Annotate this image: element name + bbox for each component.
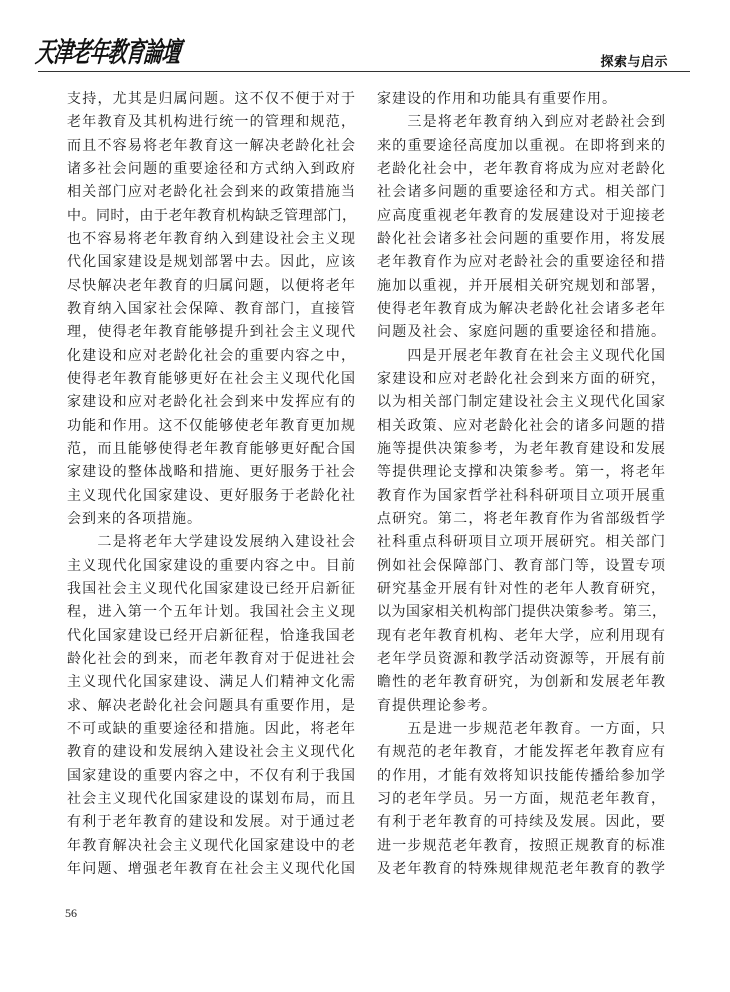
text-line: 现有老年教育机构、老年大学，应利用现有 [377, 627, 666, 644]
text-line: 范，而且能够使得老年教育能够更好配合国 [67, 440, 356, 457]
text-line: 的作用，才能有效将知识技能传播给参加学 [377, 767, 666, 784]
text-line: 施加以重视，并开展相关研究规划和部署， [377, 277, 666, 294]
text-line: 有利于老年教育的建设和发展。对于通过老 [67, 814, 356, 831]
text-line: 社会主义现代化国家建设的谋划布局，而且 [67, 790, 356, 807]
right-column [377, 88, 666, 881]
text-line: 而且不容易将老年教育这一解决老龄化社会 [67, 137, 356, 154]
text-line: 中。同时，由于老年教育机构缺乏管理部门， [67, 207, 356, 224]
text-line: 以为国家相关机构部门提供决策参考。第三， [377, 604, 666, 621]
text-line: 老龄化社会中，老年教育将成为应对老龄化 [377, 160, 666, 177]
text-line: 相关政策、应对老龄化社会的诸多问题的措 [377, 417, 666, 434]
text-line: 化建设和应对老龄化社会的重要内容之中， [67, 347, 356, 364]
text-line: 代化国家建设已经开启新征程，恰逢我国老 [67, 627, 356, 644]
text-line: 相关部门应对老龄化社会到来的政策措施当 [67, 184, 356, 201]
text-line: 年问题、增强老年教育在社会主义现代化国 [67, 860, 356, 877]
text-line: 教育作为国家哲学社科科研项目立项开展重 [377, 487, 666, 504]
text-line: 习的老年学员。另一方面，规范老年教育， [377, 790, 666, 807]
text-line: 家建设和应对老龄化社会到来方面的研究， [377, 370, 666, 387]
text-line: 育提供理论参考。 [377, 697, 497, 714]
text-line: 理，使得老年教育能够提升到社会主义现代 [67, 324, 356, 341]
text-line: 教育纳入国家社会保障、教育部门，直接管 [67, 300, 356, 317]
text-line: 以为相关部门制定建设社会主义现代化国家 [377, 394, 666, 411]
text-line: 施等提供决策参考，为老年教育建设和发展 [377, 440, 666, 457]
text-line: 尽快解决老年教育的归属问题，以便将老年 [67, 277, 356, 294]
text-line: 不可或缺的重要途径和措施。因此，将老年 [67, 720, 356, 737]
text-line: 老年学员资源和教学活动资源等，开展有前 [377, 650, 666, 667]
text-line: 程，进入第一个五年计划。我国社会主义现 [67, 604, 356, 621]
text-line: 研究基金开展有针对性的老年人教育研究， [377, 580, 666, 597]
text-line: 例如社会保障部门、教育部门等，设置专项 [377, 557, 666, 574]
text-line: 问题及社会、家庭问题的重要途径和措施。 [377, 324, 666, 341]
text-line: 教育的建设和发展纳入建设社会主义现代化 [67, 744, 356, 761]
text-line: 应高度重视老年教育的发展建设对于迎接老 [377, 207, 666, 224]
text-line: 进一步规范老年教育，按照正规教育的标准 [377, 837, 666, 854]
text-line: 有利于老年教育的可持续及发展。因此，要 [377, 814, 666, 831]
text-line: 家建设的作用和功能具有重要作用。 [377, 91, 617, 107]
text-line: 等提供理论支撑和决策参考。第一，将老年 [377, 464, 666, 481]
text-line: 四是开展老年教育在社会主义现代化国 [407, 347, 666, 364]
journal-logo: 天津老年教育論壇 [34, 36, 182, 69]
text-line: 主义现代化国家建设、满足人们精神文化需 [67, 674, 356, 691]
header-rule [38, 71, 690, 72]
text-line: 龄化社会诸多社会问题的重要作用，将发展 [377, 230, 666, 247]
text-line: 使得老年教育成为解决老龄化社会诸多老年 [377, 300, 666, 317]
text-line: 社科重点科研项目立项开展研究。相关部门 [377, 534, 666, 551]
text-line: 有规范的老年教育，才能发挥老年教育应有 [377, 744, 666, 761]
text-line: 代化国家建设是规划部署中去。因此，应该 [67, 254, 356, 271]
text-line: 求、解决老龄化社会问题具有重要作用，是 [67, 697, 356, 714]
text-line: 主义现代化国家建设的重要内容之中。目前 [67, 557, 356, 574]
text-line: 会到来的各项措施。 [67, 510, 202, 527]
text-line: 老年教育及其机构进行统一的管理和规范， [67, 114, 356, 131]
text-line: 也不容易将老年教育纳入到建设社会主义现 [67, 230, 356, 247]
text-line: 使得老年教育能够更好在社会主义现代化国 [67, 370, 356, 387]
text-line: 及老年教育的特殊规律规范老年教育的教学 [377, 860, 666, 877]
text-line: 功能和作用。这不仅能够使老年教育更加规 [67, 417, 356, 434]
text-line: 三是将老年教育纳入到应对老龄社会到 [407, 114, 666, 131]
text-line: 社会诸多问题的重要途径和方式。相关部门 [377, 184, 666, 201]
text-line: 二是将老年大学建设发展纳入建设社会 [97, 534, 356, 551]
text-line: 五是进一步规范老年教育。一方面，只 [407, 720, 666, 737]
section-title: 探索与启示 [600, 55, 668, 70]
text-line: 年教育解决社会主义现代化国家建设中的老 [67, 837, 356, 854]
text-line: 主义现代化国家建设、更好服务于老龄化社 [67, 487, 356, 504]
page-number: 56 [65, 906, 77, 920]
text-line: 国家建设的重要内容之中，不仅有利于我国 [67, 767, 356, 784]
text-line: 家建设和应对老龄化社会到来中发挥应有的 [67, 394, 356, 411]
text-line: 老年教育作为应对老龄社会的重要途径和措 [377, 254, 666, 271]
text-line: 瞻性的老年教育研究，为创新和发展老年教 [377, 674, 666, 691]
text-line: 诸多社会问题的重要途径和方式纳入到政府 [67, 160, 356, 177]
text-line: 家建设的整体战略和措施、更好服务于社会 [67, 464, 356, 481]
text-line: 龄化社会的到来，而老年教育对于促进社会 [67, 650, 356, 667]
text-line: 支持，尤其是归属问题。这不仅不便于对于 [67, 91, 356, 107]
text-line: 来的重要途径高度加以重视。在即将到来的 [377, 137, 666, 154]
text-line: 点研究。第二，将老年教育作为省部级哲学 [377, 510, 666, 527]
left-column [67, 88, 356, 881]
text-line: 我国社会主义现代化国家建设已经开启新征 [67, 580, 356, 597]
